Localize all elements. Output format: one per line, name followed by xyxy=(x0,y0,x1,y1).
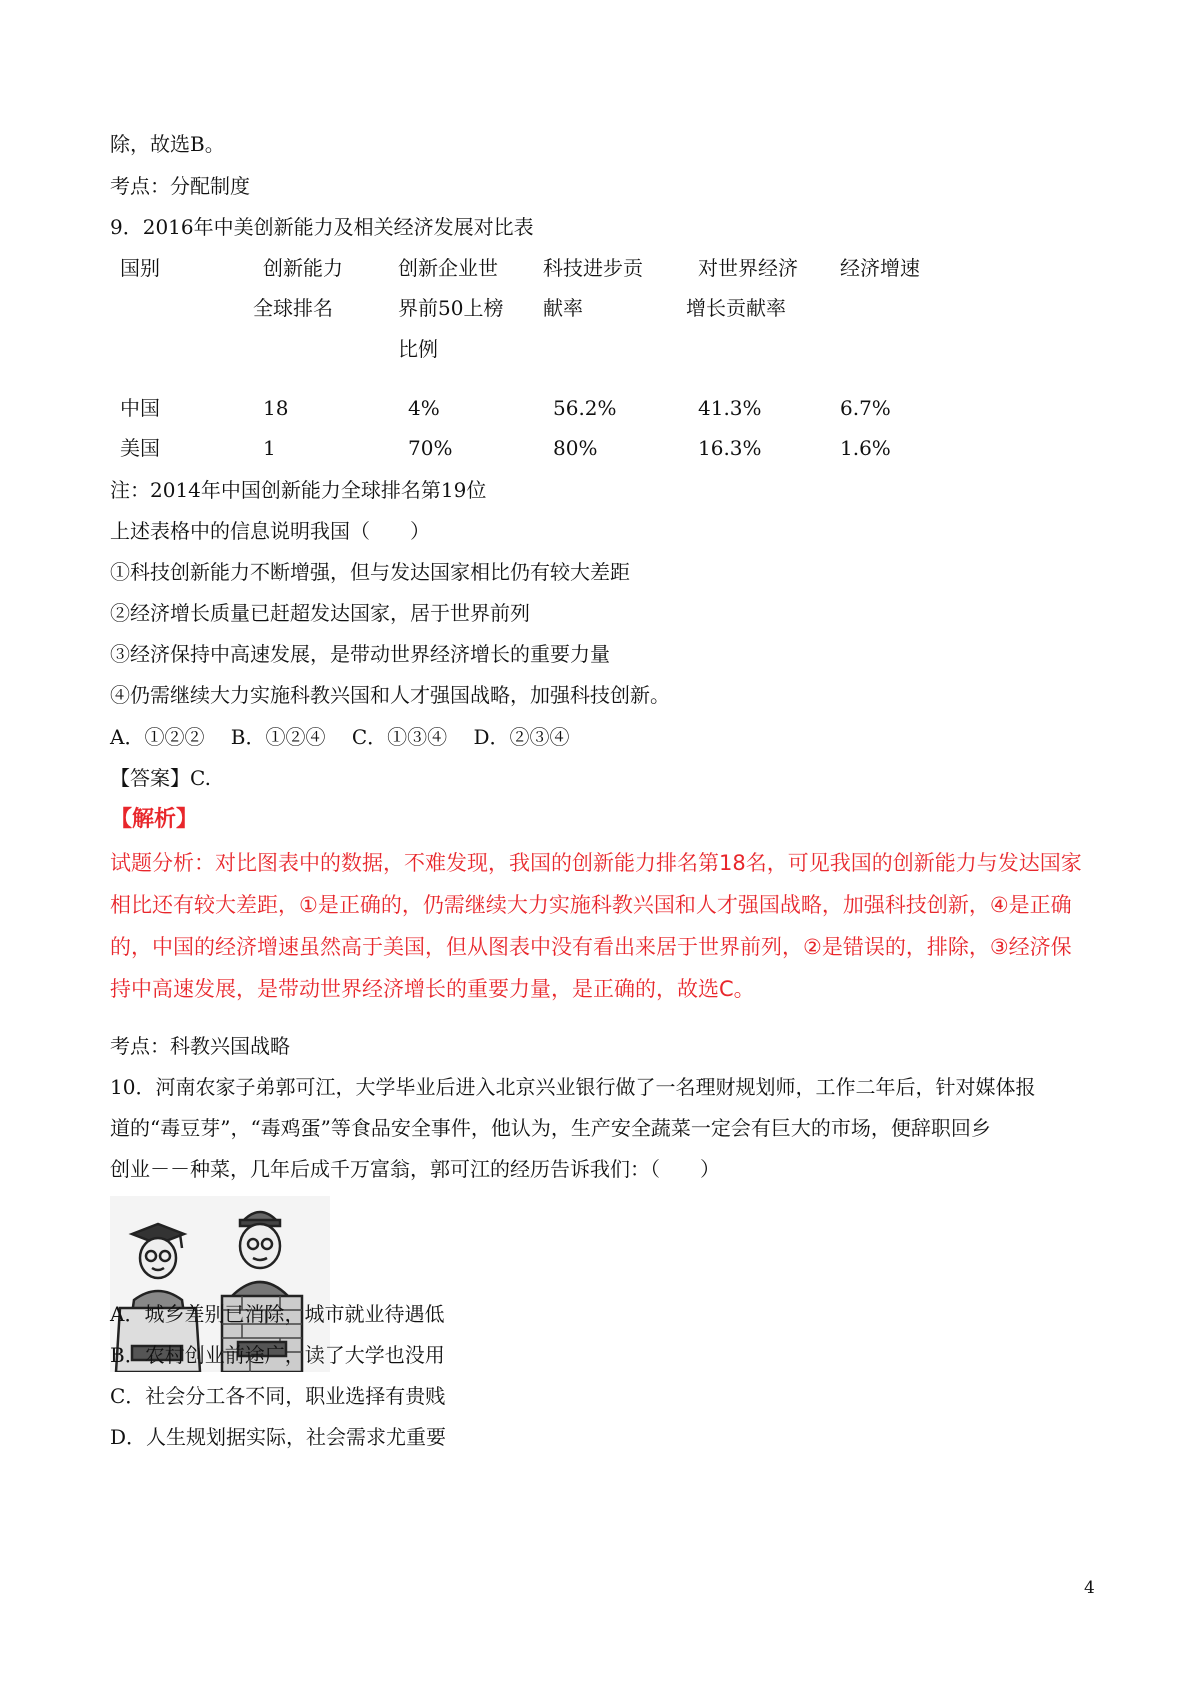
table-row-china-top50: 4% xyxy=(408,396,440,420)
header-top50-3: 比例 xyxy=(398,337,438,361)
table-row-usa-rank: 1 xyxy=(263,436,276,460)
q9-option-2: ②经济增长质量已赶超发达国家，居于世界前列 xyxy=(110,601,530,625)
table-row-china-growth: 6.7% xyxy=(840,396,891,420)
header-rank-2: 全球排名 xyxy=(253,296,333,320)
q9-stem: 上述表格中的信息说明我国（ ） xyxy=(110,519,430,543)
header-world-2: 增长贡献率 xyxy=(686,296,786,320)
table-row-usa-world: 16.3% xyxy=(698,436,762,460)
q9-choices: A．①②② B．①②④ C．①③④ D．②③④ xyxy=(110,725,570,749)
q9-point: 考点：科教兴国战略 xyxy=(110,1034,290,1058)
q9-option-4: ④仍需继续大力实施科教兴国和人才强国战略，加强科技创新。 xyxy=(110,683,670,707)
header-growth: 经济增速 xyxy=(840,256,920,280)
q9-title: 9．2016年中美创新能力及相关经济发展对比表 xyxy=(110,215,534,239)
q10-option-d: D．人生规划据实际，社会需求尤重要 xyxy=(110,1425,447,1449)
header-world-1: 对世界经济 xyxy=(698,256,798,280)
analysis-title: 【解析】 xyxy=(110,807,199,832)
analysis-line-2: 相比还有较大差距，①是正确的，仍需继续大力实施科教兴国和人才强国战略，加强科技创新，④是正确 xyxy=(110,893,1072,917)
table-row-china-country: 中国 xyxy=(120,396,160,420)
analysis-line-1: 试题分析：对比图表中的数据，不难发现，我国的创新能力排名第18名，可见我国的创新能力与发达国家 xyxy=(110,851,1082,875)
header-rank-1: 创新能力 xyxy=(263,256,343,280)
header-top50-1: 创新企业世 xyxy=(398,256,498,280)
table-row-china-rank: 18 xyxy=(263,396,289,420)
table-row-usa-country: 美国 xyxy=(120,436,160,460)
table-row-china-world: 41.3% xyxy=(698,396,762,420)
prev-point: 考点：分配制度 xyxy=(110,174,250,198)
q10-option-b: B．农村创业前途广，读了大学也没用 xyxy=(110,1343,445,1367)
header-tech-1: 科技进步贡 xyxy=(543,256,643,280)
analysis-line-3: 的，中国的经济增速虽然高于美国，但从图表中没有看出来居于世界前列，②是错误的，排除，③经济保 xyxy=(110,935,1072,959)
prev-answer-end: 除，故选B。 xyxy=(110,132,225,156)
q10-line-2: 道的“毒豆芽”，“毒鸡蛋”等食品安全事件，他认为，生产安全蔬菜一定会有巨大的市场，便辞职回乡 xyxy=(110,1116,991,1140)
q10-option-c: C．社会分工各不同，职业选择有贵贱 xyxy=(110,1384,446,1408)
q10-option-a: A．城乡差别已消除，城市就业待遇低 xyxy=(110,1302,445,1326)
header-country: 国别 xyxy=(120,256,160,280)
header-top50-2: 界前50上榜 xyxy=(398,296,504,320)
q9-answer: 【答案】C. xyxy=(110,766,211,790)
q10-line-1: 10．河南农家子弟郭可江，大学毕业后进入北京兴业银行做了一名理财规划师，工作二年后，针对媒体报 xyxy=(110,1075,1036,1099)
header-tech-2: 献率 xyxy=(543,296,583,320)
table-row-usa-growth: 1.6% xyxy=(840,436,891,460)
page-number: 4 xyxy=(1084,1578,1095,1598)
table-note: 注：2014年中国创新能力全球排名第19位 xyxy=(110,478,487,502)
table-row-china-tech: 56.2% xyxy=(553,396,617,420)
q10-line-3: 创业－－种菜，几年后成千万富翁，郭可江的经历告诉我们：（ ） xyxy=(110,1157,720,1181)
table-row-usa-tech: 80% xyxy=(553,436,598,460)
q9-option-3: ③经济保持中高速发展，是带动世界经济增长的重要力量 xyxy=(110,642,610,666)
analysis-line-4: 持中高速发展，是带动世界经济增长的重要力量，是正确的，故选C。 xyxy=(110,977,755,1001)
q9-option-1: ①科技创新能力不断增强，但与发达国家相比仍有较大差距 xyxy=(110,560,630,584)
table-row-usa-top50: 70% xyxy=(408,436,453,460)
